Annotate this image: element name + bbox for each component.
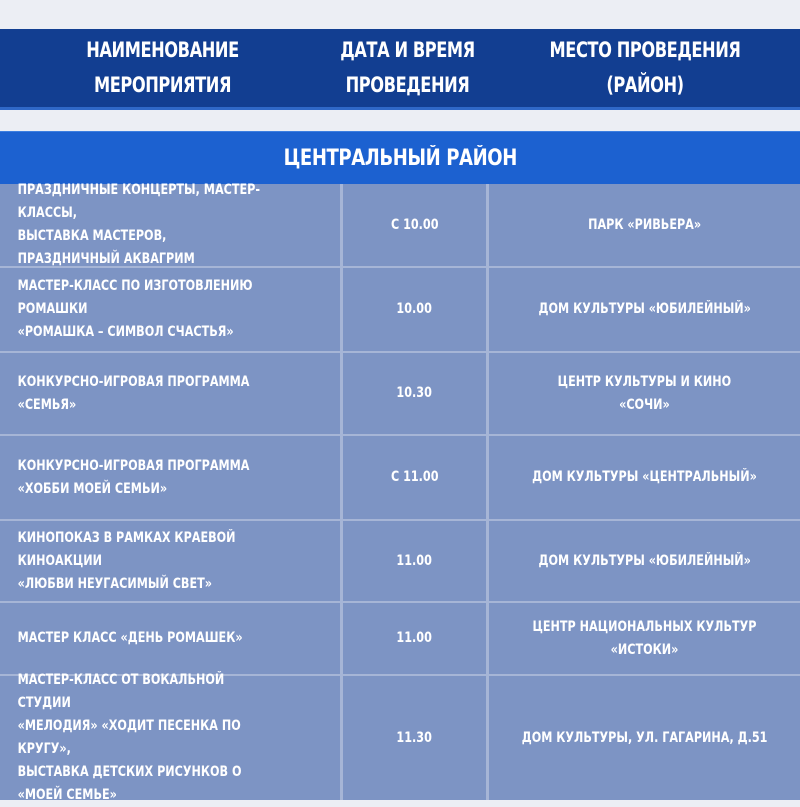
event-place-cell: ДОМ КУЛЬТУРЫ, УЛ. ГАГАРИНА, Д.51 [521, 729, 768, 746]
table-row [0, 268, 800, 353]
event-name-cell: КИНОПОКАЗ В РАМКАХ КРАЕВОЙ КИНОАКЦИИ «ЛЮБВИ НЕУГАСИМЫЙ СВЕТ» [0, 521, 343, 601]
event-time-cell: 11.00 [343, 521, 489, 601]
table-row [0, 603, 800, 676]
event-time-cell: 11.00 [343, 603, 489, 674]
table-row [0, 672, 800, 803]
event-name-cell: ПРАЗДНИЧНЫЕ КОНЦЕРТЫ, МАСТЕР-КЛАССЫ, ВЫСТАВКА МАСТЕРОВ, ПРАЗДНИЧНЫЙ АКВАГРИМ [0, 184, 343, 266]
event-name-cell: МАСТЕР-КЛАСС ОТ ВОКАЛЬНОЙ СТУДИИ «МЕЛОДИЯ» «ХОДИТ ПЕСЕНКА ПО КРУГУ», ВЫСТАВКА ДЕТСКИХ РИСУНКОВ О «МОЕЙ СЕМЬЕ» [0, 676, 343, 800]
header-event-name: НАИМЕНОВАНИЕ МЕРОПРИЯТИЯ [86, 38, 239, 97]
event-place-cell: ЦЕНТР КУЛЬТУРЫ И КИНО «СОЧИ» [557, 373, 732, 413]
event-place-cell: ДОМ КУЛЬТУРЫ «ЦЕНТРАЛЬНЫЙ» [532, 469, 757, 485]
table-row [0, 521, 800, 603]
table-row [0, 353, 800, 436]
table-header [0, 29, 800, 110]
event-time-cell: 10.00 [343, 268, 489, 351]
event-time-cell: С 10.00 [343, 184, 489, 266]
table-row [0, 184, 800, 268]
events-table [0, 182, 800, 803]
event-name-cell: МАСТЕР-КЛАСС ПО ИЗГОТОВЛЕНИЮ РОМАШКИ «РОМАШКА – СИМВОЛ СЧАСТЬЯ» [0, 268, 343, 351]
event-time-cell: 10.30 [343, 353, 489, 434]
event-time-cell: С 11.00 [343, 436, 489, 519]
district-title: ЦЕНТРАЛЬНЫЙ РАЙОН [0, 131, 800, 185]
header-place: МЕСТО ПРОВЕДЕНИЯ (РАЙОН) [549, 38, 741, 97]
event-place-cell: ДОМ КУЛЬТУРЫ «ЮБИЛЕЙНЫЙ» [538, 301, 751, 317]
event-name-cell: КОНКУРСНО-ИГРОВАЯ ПРОГРАММА «СЕМЬЯ» [0, 353, 343, 434]
event-place-cell: ЦЕНТР НАЦИОНАЛЬНЫХ КУЛЬТУР «ИСТОКИ» [532, 618, 757, 658]
header-date-time: ДАТА И ВРЕМЯ ПРОВЕДЕНИЯ [340, 38, 475, 97]
table-row [0, 436, 800, 521]
event-name-cell: КОНКУРСНО-ИГРОВАЯ ПРОГРАММА «ХОББИ МОЕЙ СЕМЬИ» [0, 436, 343, 519]
event-place-cell: ДОМ КУЛЬТУРЫ «ЮБИЛЕЙНЫЙ» [538, 552, 751, 569]
event-place-cell: ПАРК «РИВЬЕРА» [588, 216, 701, 233]
event-name-cell: МАСТЕР КЛАСС «ДЕНЬ РОМАШЕК» [0, 603, 343, 674]
event-time-cell: 11.30 [343, 676, 489, 800]
